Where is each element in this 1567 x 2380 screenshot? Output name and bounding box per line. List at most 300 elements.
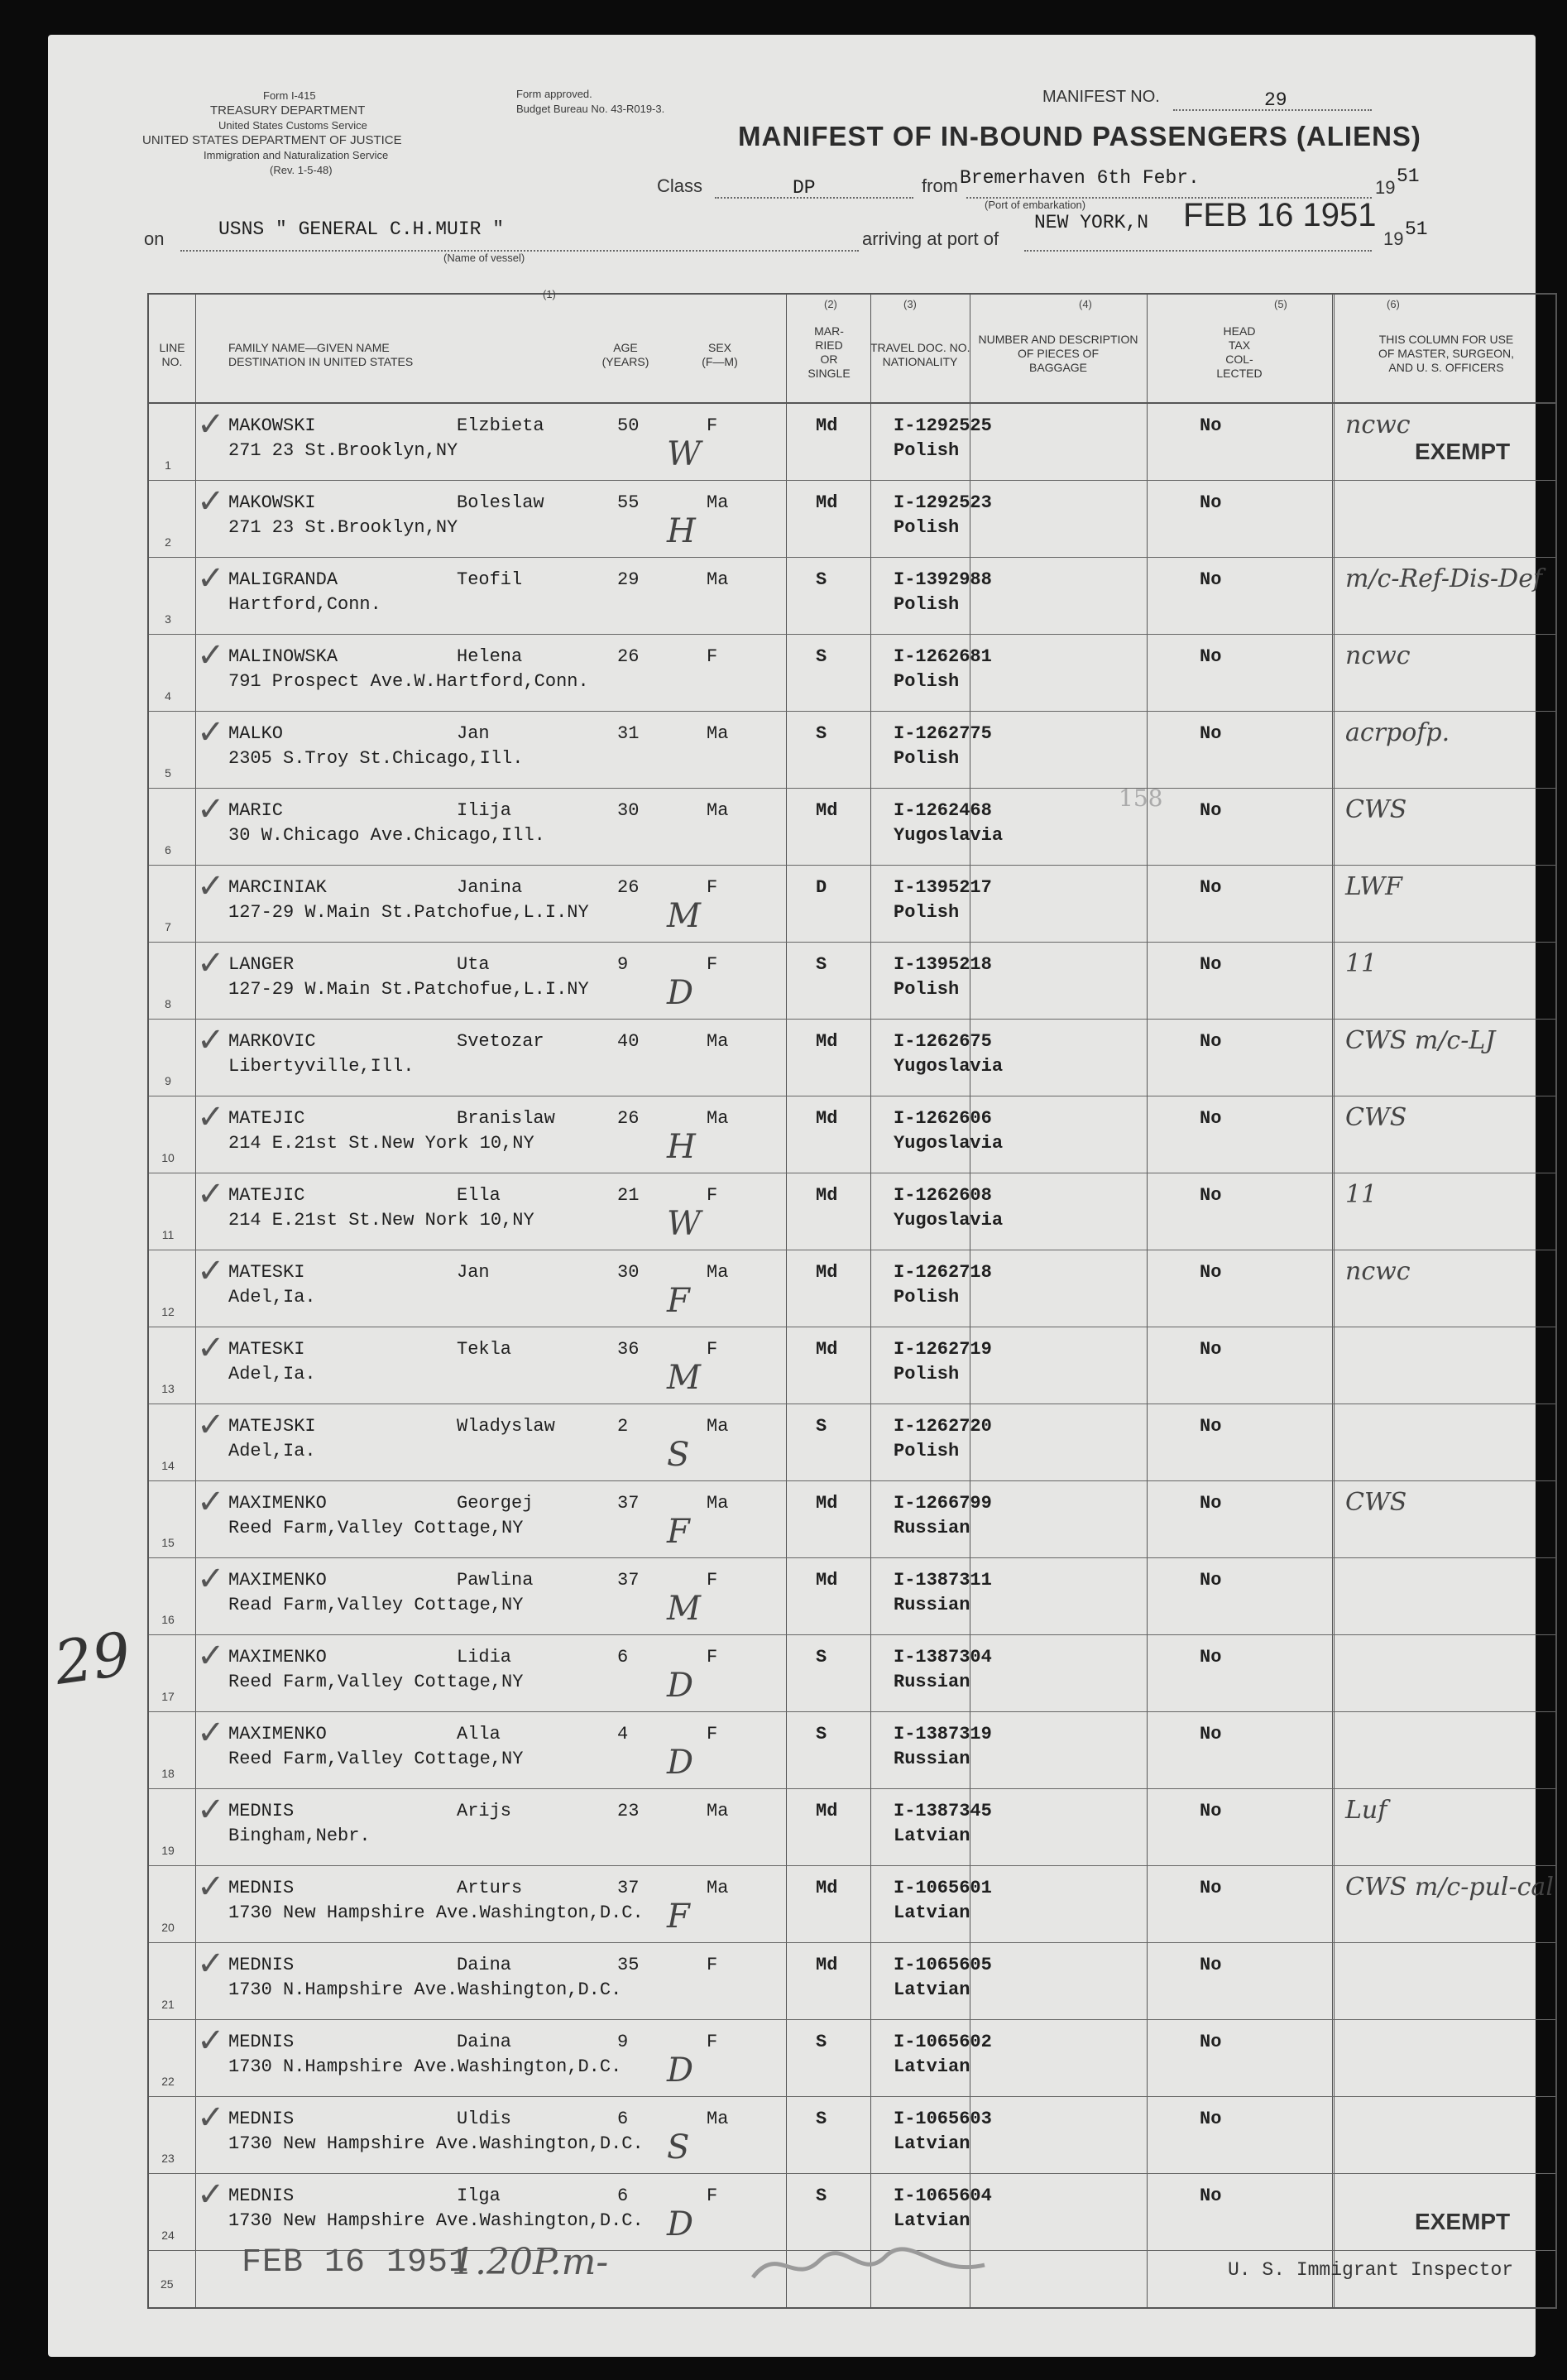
from-label: from (922, 175, 958, 196)
head-tax: No (1200, 1416, 1222, 1437)
table-row (149, 1943, 1555, 2020)
family-name: MARIC (228, 800, 284, 821)
destination: Adel,Ia. (228, 1287, 316, 1308)
line-number: 7 (165, 920, 171, 933)
col-num: (1) (543, 288, 556, 300)
family-name: MEDNIS (228, 1878, 295, 1898)
officer-note: CWS (1345, 1103, 1407, 1132)
nationality: Russian (894, 1672, 970, 1692)
table-row (149, 1404, 1555, 1481)
head-tax: No (1200, 1108, 1222, 1129)
family-name: MATESKI (228, 1339, 305, 1360)
sex: Ma (707, 1031, 729, 1052)
family-name: MEDNIS (228, 2032, 295, 2052)
destination: Reed Farm,Valley Cottage,NY (228, 1672, 524, 1692)
travel-doc-no: I-1065601 (894, 1878, 992, 1898)
nationality: Russian (894, 1518, 970, 1538)
line-number: 9 (165, 1074, 171, 1087)
age: 23 (617, 1801, 640, 1821)
check-mark-icon: ✓ (197, 1175, 225, 1213)
col-header-age: AGE (YEARS) (601, 341, 649, 368)
line-number: 19 (161, 1844, 175, 1857)
sex: F (707, 1570, 718, 1591)
col-header-sex: SEX (F—M) (702, 341, 738, 368)
nationality: Polish (894, 748, 960, 769)
exempt-stamp: EXEMPT (1415, 2209, 1511, 2234)
sex: F (707, 877, 718, 898)
col-num: (4) (1079, 298, 1092, 310)
marital-status: S (816, 1416, 827, 1437)
given-name: Jan (457, 723, 490, 744)
vessel-name: USNS " GENERAL C.H.MUIR " (218, 218, 505, 240)
officer-note: LWF (1345, 872, 1402, 901)
col-header-line: LINE NO. (159, 341, 185, 368)
arrival-year-prefix: 19 (1383, 228, 1404, 249)
sex-handmark: F (667, 1513, 690, 1551)
check-mark-icon: ✓ (197, 1714, 225, 1752)
destination: Adel,Ia. (228, 1441, 316, 1461)
age: 50 (617, 415, 640, 436)
family-name: MALINOWSKA (228, 646, 338, 667)
head-tax: No (1200, 723, 1222, 744)
table-row (149, 1635, 1555, 1712)
given-name: Teofil (457, 569, 523, 590)
travel-doc-no: I-1262681 (894, 646, 992, 667)
nationality: Latvian (894, 2056, 970, 2077)
sex: F (707, 2032, 718, 2052)
age: 6 (617, 2109, 629, 2129)
marital-status: D (816, 877, 827, 898)
destination: 30 W.Chicago Ave.Chicago,Ill. (228, 825, 545, 846)
check-mark-icon: ✓ (197, 713, 225, 751)
treasury-dept: TREASURY DEPARTMENT (210, 103, 366, 118)
travel-doc-no: I-1262775 (894, 723, 992, 744)
line-number: 11 (161, 1228, 175, 1241)
sex: F (707, 1339, 718, 1360)
travel-doc-no: I-1395217 (894, 877, 992, 898)
marital-status: Md (816, 1339, 838, 1360)
table-row (149, 712, 1555, 789)
arrival-port: NEW YORK,N (1034, 212, 1149, 233)
check-mark-icon: ✓ (197, 636, 225, 674)
given-name: Lidia (457, 1647, 512, 1667)
line-number: 6 (165, 843, 171, 857)
head-tax: No (1200, 646, 1222, 667)
given-name: Branislaw (457, 1108, 555, 1129)
marital-status: S (816, 569, 827, 590)
line-number: 17 (161, 1690, 175, 1703)
marital-status: Md (816, 1031, 838, 1052)
table-row (149, 2020, 1555, 2097)
age: 55 (617, 492, 640, 513)
given-name: Boleslaw (457, 492, 544, 513)
table-row (149, 1558, 1555, 1635)
line-number: 4 (165, 689, 171, 703)
col-header-travel: TRAVEL DOC. NO. NATIONALITY (870, 341, 970, 368)
given-name: Daina (457, 2032, 512, 2052)
age: 9 (617, 954, 629, 975)
travel-doc-no: I-1262608 (894, 1185, 992, 1206)
line-number: 2 (165, 535, 171, 549)
destination: Read Farm,Valley Cottage,NY (228, 1595, 524, 1615)
given-name: Tekla (457, 1339, 512, 1360)
officer-note: ncwc (1345, 410, 1411, 439)
travel-doc-no: I-1262719 (894, 1339, 992, 1360)
check-mark-icon: ✓ (197, 1098, 225, 1136)
nationality: Polish (894, 594, 960, 615)
age: 37 (617, 1493, 640, 1514)
destination: 214 E.21st St.New York 10,NY (228, 1133, 534, 1154)
age: 40 (617, 1031, 640, 1052)
travel-doc-no: I-1065602 (894, 2032, 992, 2052)
officer-note: CWS m/c-LJ (1345, 1026, 1496, 1055)
check-mark-icon: ✓ (197, 482, 225, 521)
marital-status: S (816, 2186, 827, 2206)
line-number: 24 (161, 2229, 175, 2242)
destination: 2305 S.Troy St.Chicago,Ill. (228, 748, 524, 769)
sex: Ma (707, 492, 729, 513)
destination: Reed Farm,Valley Cottage,NY (228, 1518, 524, 1538)
class-value: DP (793, 177, 816, 199)
family-name: LANGER (228, 954, 295, 975)
line-number: 22 (161, 2075, 175, 2088)
table-row (149, 635, 1555, 712)
marital-status: S (816, 1724, 827, 1744)
sex-handmark: S (667, 2128, 690, 2166)
sex: Ma (707, 800, 729, 821)
given-name: Svetozar (457, 1031, 544, 1052)
head-tax: No (1200, 1570, 1222, 1591)
sex: F (707, 1185, 718, 1206)
nationality: Latvian (894, 1903, 970, 1923)
footer-date-stamp: FEB 16 1951 (242, 2244, 470, 2282)
family-name: MALIGRANDA (228, 569, 338, 590)
head-tax: No (1200, 1031, 1222, 1052)
sex: Ma (707, 1878, 729, 1898)
table-row (149, 789, 1555, 866)
from-value: Bremerhaven 6th Febr. (960, 167, 1200, 189)
destination: Bingham,Nebr. (228, 1826, 371, 1846)
col-header-name: FAMILY NAME—GIVEN NAME DESTINATION IN UNITED STATES (228, 341, 414, 368)
side-number: 158 (1119, 785, 1163, 812)
given-name: Janina (457, 877, 523, 898)
head-tax: No (1200, 415, 1222, 436)
travel-doc-no: I-1292525 (894, 415, 992, 436)
table-row (149, 943, 1555, 1020)
destination: Hartford,Conn. (228, 594, 381, 615)
line-number: 20 (161, 1921, 175, 1934)
line-number: 10 (161, 1151, 175, 1164)
destination: 1730 N.Hampshire Ave.Washington,D.C. (228, 2056, 622, 2077)
given-name: Pawlina (457, 1570, 534, 1591)
col-header-headtax: HEAD TAX COL- LECTED (1216, 324, 1263, 380)
given-name: Alla (457, 1724, 501, 1744)
sex: F (707, 1647, 718, 1667)
family-name: MATESKI (228, 1262, 305, 1283)
marital-status: Md (816, 1801, 838, 1821)
arriving-label: arriving at port of (862, 228, 999, 249)
passenger-table (147, 288, 1557, 2309)
given-name: Elzbieta (457, 415, 544, 436)
col-header-married: MAR- RIED OR SINGLE (807, 324, 851, 380)
family-name: MAKOWSKI (228, 492, 316, 513)
age: 26 (617, 1108, 640, 1129)
line-number: 21 (161, 1998, 175, 2011)
footer-line-number: 25 (161, 2277, 174, 2291)
travel-doc-no: I-1262720 (894, 1416, 992, 1437)
family-name: MAXIMENKO (228, 1724, 327, 1744)
family-name: MARCINIAK (228, 877, 327, 898)
sex-handmark: M (667, 897, 701, 935)
check-mark-icon: ✓ (197, 1483, 225, 1521)
marital-status: Md (816, 1570, 838, 1591)
marital-status: S (816, 2109, 827, 2129)
age: 2 (617, 1416, 629, 1437)
travel-doc-no: I-1065603 (894, 2109, 992, 2129)
arrival-date-stamp: FEB 16 1951 (1183, 197, 1377, 233)
marital-status: S (816, 2032, 827, 2052)
sex-handmark: D (667, 1667, 694, 1705)
manifest-no-label: MANIFEST NO. (1042, 88, 1160, 106)
age: 6 (617, 2186, 629, 2206)
nationality: Yugoslavia (894, 1210, 1004, 1231)
sex: Ma (707, 723, 729, 744)
nationality: Polish (894, 1364, 960, 1384)
travel-doc-no: I-1065605 (894, 1955, 992, 1975)
family-name: MEDNIS (228, 2186, 295, 2206)
age: 29 (617, 569, 640, 590)
travel-doc-no: I-1065604 (894, 2186, 992, 2206)
line-number: 14 (161, 1459, 175, 1472)
destination: 1730 New Hampshire Ave.Washington,D.C. (228, 2133, 644, 2154)
destination: 1730 New Hampshire Ave.Washington,D.C. (228, 1903, 644, 1923)
marital-status: Md (816, 1185, 838, 1206)
travel-doc-no: I-1262468 (894, 800, 992, 821)
marital-status: Md (816, 1493, 838, 1514)
table-row (149, 1250, 1555, 1327)
family-name: MAXIMENKO (228, 1647, 327, 1667)
family-name: MATEJSKI (228, 1416, 316, 1437)
family-name: MATEJIC (228, 1185, 305, 1206)
customs-service: United States Customs Service (218, 119, 367, 132)
nationality: Russian (894, 1749, 970, 1769)
check-mark-icon: ✓ (197, 1868, 225, 1906)
head-tax: No (1200, 1493, 1222, 1514)
marital-status: Md (816, 1955, 838, 1975)
sex: Ma (707, 1416, 729, 1437)
check-mark-icon: ✓ (197, 2176, 225, 2214)
inspector-label: U. S. Immigrant Inspector (1228, 2259, 1514, 2281)
officer-note: CWS (1345, 1488, 1407, 1517)
sex: F (707, 1955, 718, 1975)
marital-status: Md (816, 492, 838, 513)
table-row (149, 1327, 1555, 1404)
head-tax: No (1200, 2032, 1222, 2052)
check-mark-icon: ✓ (197, 944, 225, 982)
given-name: Arijs (457, 1801, 512, 1821)
given-name: Wladyslaw (457, 1416, 555, 1437)
vessel-label: (Name of vessel) (443, 252, 525, 264)
head-tax: No (1200, 1262, 1222, 1283)
family-name: MEDNIS (228, 2109, 295, 2129)
sex-handmark: F (667, 1898, 690, 1936)
justice-dept: UNITED STATES DEPARTMENT OF JUSTICE (142, 133, 402, 147)
given-name: Uta (457, 954, 490, 975)
sex: Ma (707, 1801, 729, 1821)
sex: F (707, 1724, 718, 1744)
col-num: (3) (903, 298, 917, 310)
age: 37 (617, 1878, 640, 1898)
travel-doc-no: I-1387345 (894, 1801, 992, 1821)
sex-handmark: W (667, 1205, 702, 1243)
col-num: (6) (1387, 298, 1400, 310)
line-number: 16 (161, 1613, 175, 1626)
given-name: Georgej (457, 1493, 534, 1514)
sex: Ma (707, 1262, 729, 1283)
age: 26 (617, 877, 640, 898)
nationality: Latvian (894, 1826, 970, 1846)
exempt-stamp: EXEMPT (1415, 439, 1511, 464)
table-row (149, 866, 1555, 943)
given-name: Uldis (457, 2109, 512, 2129)
family-name: MAXIMENKO (228, 1493, 327, 1514)
table-row (149, 481, 1555, 558)
inspector-signature (745, 2236, 993, 2304)
check-mark-icon: ✓ (197, 1406, 225, 1444)
line-number: 23 (161, 2152, 175, 2165)
destination: Reed Farm,Valley Cottage,NY (228, 1749, 524, 1769)
head-tax: No (1200, 1185, 1222, 1206)
nationality: Yugoslavia (894, 1133, 1004, 1154)
officer-note: Luf (1345, 1796, 1387, 1825)
age: 31 (617, 723, 640, 744)
nationality: Polish (894, 671, 960, 692)
table-row (149, 1020, 1555, 1096)
line-number: 15 (161, 1536, 175, 1549)
family-name: MAXIMENKO (228, 1570, 327, 1591)
sex-handmark: M (667, 1359, 701, 1397)
table-row (149, 1789, 1555, 1866)
line-number: 3 (165, 612, 171, 626)
head-tax: No (1200, 1339, 1222, 1360)
manifest-no: 29 (1264, 89, 1287, 111)
travel-doc-no: I-1266799 (894, 1493, 992, 1514)
sex-handmark: M (667, 1590, 701, 1628)
on-label: on (144, 228, 165, 249)
nationality: Russian (894, 1595, 970, 1615)
travel-doc-no: I-1262675 (894, 1031, 992, 1052)
revision: (Rev. 1-5-48) (270, 164, 333, 176)
age: 4 (617, 1724, 629, 1744)
destination: Libertyville,Ill. (228, 1056, 415, 1077)
table-row (149, 1173, 1555, 1250)
head-tax: No (1200, 2109, 1222, 2129)
age: 6 (617, 1647, 629, 1667)
age: 35 (617, 1955, 640, 1975)
col-header-officers: THIS COLUMN FOR USE OF MASTER, SURGEON, AND U. S. OFFICERS (1378, 333, 1515, 374)
check-mark-icon: ✓ (197, 2022, 225, 2060)
nationality: Polish (894, 517, 960, 538)
sex-handmark: H (667, 512, 696, 550)
destination: 1730 N.Hampshire Ave.Washington,D.C. (228, 1979, 622, 2000)
table-row (149, 1712, 1555, 1789)
destination: 271 23 St.Brooklyn,NY (228, 440, 458, 461)
line-number: 5 (165, 766, 171, 780)
check-mark-icon: ✓ (197, 1560, 225, 1598)
port-embark-label: (Port of embarkation) (985, 199, 1086, 211)
travel-doc-no: I-1392988 (894, 569, 992, 590)
nationality: Polish (894, 979, 960, 1000)
marital-status: S (816, 954, 827, 975)
col-num: (2) (824, 298, 837, 310)
nationality: Latvian (894, 1979, 970, 2000)
table-row (149, 1096, 1555, 1173)
destination: 127-29 W.Main St.Patchofue,L.I.NY (228, 979, 589, 1000)
sex-handmark: F (667, 1282, 690, 1320)
given-name: Jan (457, 1262, 490, 1283)
check-mark-icon: ✓ (197, 405, 225, 444)
check-mark-icon: ✓ (197, 1021, 225, 1059)
family-name: MEDNIS (228, 1955, 295, 1975)
given-name: Ilga (457, 2186, 501, 2206)
table-row (149, 2097, 1555, 2174)
age: 9 (617, 2032, 629, 2052)
head-tax: No (1200, 2186, 1222, 2206)
head-tax: No (1200, 1878, 1222, 1898)
arrival-year: 51 (1405, 218, 1428, 240)
check-mark-icon: ✓ (197, 1329, 225, 1367)
sex: F (707, 2186, 718, 2206)
family-name: MATEJIC (228, 1108, 305, 1129)
officer-note: 11 (1345, 949, 1378, 978)
marital-status: Md (816, 1878, 838, 1898)
marital-status: S (816, 723, 827, 744)
check-mark-icon: ✓ (197, 867, 225, 905)
destination: 214 E.21st St.New Nork 10,NY (228, 1210, 534, 1231)
head-tax: No (1200, 1647, 1222, 1667)
given-name: Helena (457, 646, 523, 667)
manifest-page (48, 35, 1554, 2357)
travel-doc-no: I-1387304 (894, 1647, 992, 1667)
head-tax: No (1200, 492, 1222, 513)
check-mark-icon: ✓ (197, 559, 225, 597)
travel-doc-no: I-1387311 (894, 1570, 992, 1591)
destination: 791 Prospect Ave.W.Hartford,Conn. (228, 671, 589, 692)
sex: F (707, 954, 718, 975)
officer-note: m/c-Ref-Dis-Def (1345, 564, 1543, 593)
line-number: 8 (165, 997, 171, 1010)
officer-note: ncwc (1345, 641, 1411, 670)
marital-status: Md (816, 415, 838, 436)
family-name: MEDNIS (228, 1801, 295, 1821)
table-row (149, 404, 1555, 481)
age: 26 (617, 646, 640, 667)
col-header-baggage: NUMBER AND DESCRIPTION OF PIECES OF BAGGAGE (978, 333, 1138, 374)
sex-handmark: D (667, 974, 694, 1012)
given-name: Ella (457, 1185, 501, 1206)
line-number: 13 (161, 1382, 175, 1395)
officer-note: 11 (1345, 1180, 1378, 1209)
line-number: 18 (161, 1767, 175, 1780)
form-approved: Form approved. (516, 88, 592, 100)
sex-handmark: W (667, 435, 702, 473)
sex-handmark: S (667, 1436, 690, 1474)
officer-note: CWS m/c-pul-cal (1345, 1873, 1554, 1902)
travel-doc-no: I-1387319 (894, 1724, 992, 1744)
officer-note: ncwc (1345, 1257, 1411, 1286)
travel-doc-no: I-1262718 (894, 1262, 992, 1283)
age: 36 (617, 1339, 640, 1360)
